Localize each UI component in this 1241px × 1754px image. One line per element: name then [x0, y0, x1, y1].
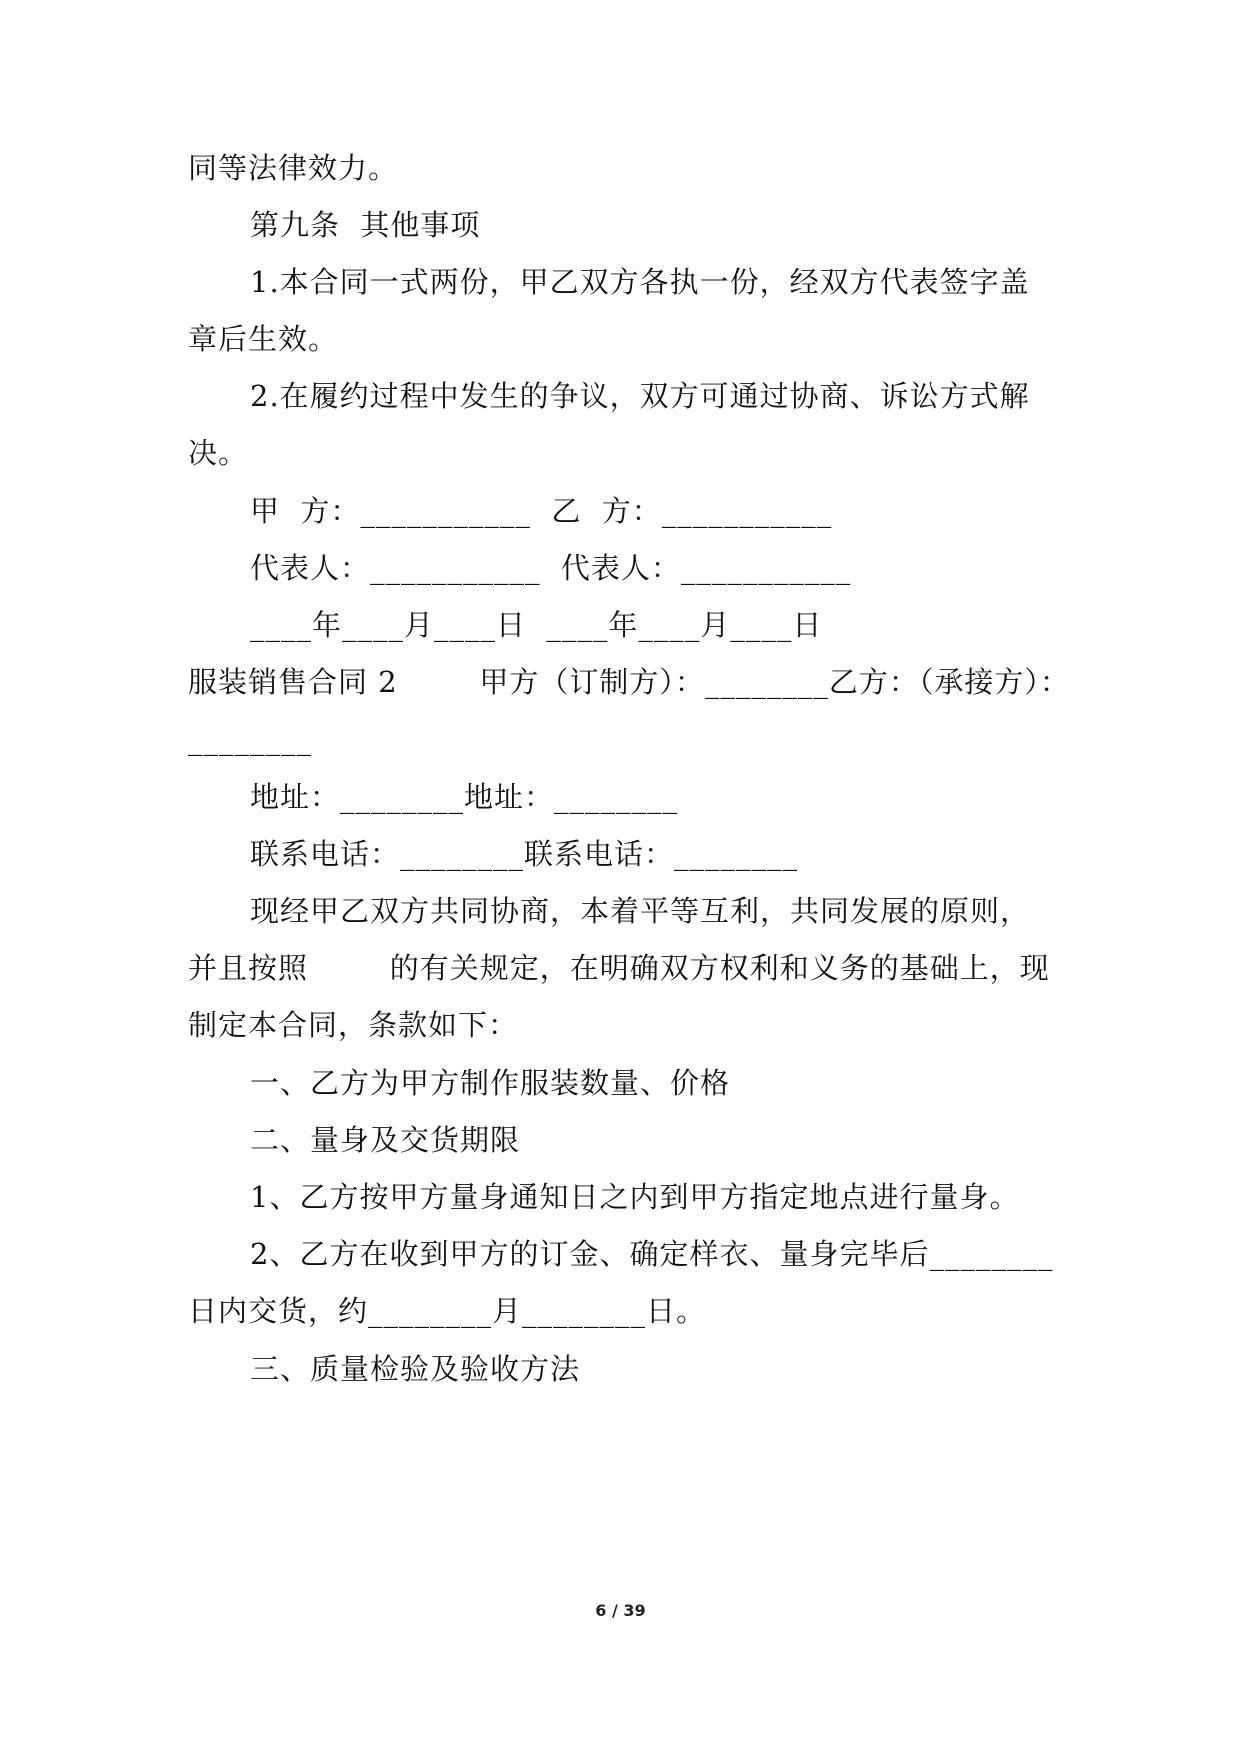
section-heading-1: 一、乙方为甲方制作服装数量、价格	[250, 1066, 731, 1100]
representative-signature-line: 代表人：___________ 代表人：___________	[250, 551, 852, 585]
text-line-15: 并且按照 的有关规定，在明确双方权利和义务的基础上，现	[188, 951, 1050, 985]
page-number: 6 / 39	[595, 1601, 646, 1620]
contract-title-line: 服装销售合同 2 甲方（订制方）：________乙方：（承接方）：	[188, 665, 1070, 699]
section-heading-3: 三、质量检验及验收方法	[250, 1352, 581, 1386]
text-line-5: 2.在履约过程中发生的争议，双方可通过协商、诉讼方式解	[250, 379, 1030, 413]
text-line-16: 制定本合同，条款如下：	[188, 1008, 519, 1042]
party-signature-line: 甲 方：___________ 乙 方：___________	[250, 494, 833, 528]
text-line-20: 2、乙方在收到甲方的订金、确定样衣、量身完毕后________	[250, 1237, 1054, 1271]
text-line-3: 1.本合同一式两份，甲乙双方各执一份，经双方代表签字盖	[250, 265, 1030, 299]
text-line-4: 章后生效。	[188, 322, 339, 356]
section-heading-article-9: 第九条 其他事项	[250, 208, 481, 242]
text-line-11: ________	[188, 722, 312, 756]
phone-line: 联系电话：________联系电话：________	[250, 837, 799, 871]
text-line-1: 同等法律效力。	[188, 151, 399, 185]
date-line: ____年____月____日 ____年____月____日	[250, 608, 823, 642]
address-line: 地址：________地址：________	[250, 780, 679, 814]
section-heading-2: 二、量身及交货期限	[250, 1123, 521, 1157]
text-line-19: 1、乙方按甲方量身通知日之内到甲方指定地点进行量身。	[250, 1180, 1020, 1214]
text-line-14: 现经甲乙双方共同协商，本着平等互利，共同发展的原则，	[250, 894, 1031, 928]
text-line-21: 日内交货，约________月________日。	[188, 1294, 707, 1328]
text-line-6: 决。	[188, 436, 249, 470]
